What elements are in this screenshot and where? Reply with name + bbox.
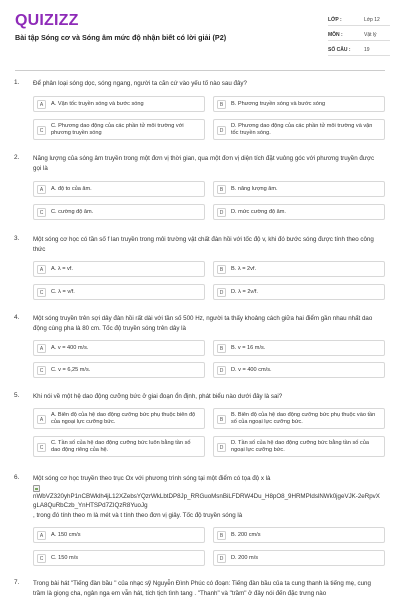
meta-value: Lớp 12	[364, 17, 380, 23]
question-text: Một sóng cơ học có tần số f lan truyền trong môi trường vật chất đàn hồi với tốc độ v, khi đó bước sóng được tính theo công thức	[33, 236, 374, 253]
option-letter: C	[37, 366, 46, 375]
option-c[interactable]	[33, 362, 205, 378]
option-letter: D	[217, 366, 226, 375]
option-text: A. Vận tốc truyền sóng và bước sóng	[51, 101, 144, 107]
option-b[interactable]	[213, 408, 385, 429]
question-number: 6.	[14, 474, 20, 481]
option-text: A. Biên độ của hệ dao động cưỡng bức phụ thuộc biên độ của ngoại lực cưỡng bức.	[51, 412, 196, 425]
quizizz-logo: QUIZIZZ	[15, 12, 79, 29]
option-text: C. Phương dao động của các phần tử môi trường với phương truyền sóng	[51, 123, 184, 136]
option-letter: C	[37, 208, 46, 217]
option-letter: B	[217, 415, 226, 424]
question-text: Trong bài hát "Tiếng đàn bầu " của nhạc sỹ Nguyễn Đình Phúc có đoạn: Tiếng đàn bầu của ta cung thanh là tiếng mẹ, cung trầm là giọng cha, ngân nga em vẫn hát, tích tịch tình tang . "Thanh" và "trầm" ở đây nói đến đặc trưng nào	[33, 580, 371, 597]
option-text: A. λ = vf.	[51, 266, 73, 272]
option-text: C. λ = v/f.	[51, 289, 75, 295]
question-number: 5.	[14, 392, 20, 399]
option-letter: D	[217, 288, 226, 297]
option-a[interactable]	[33, 96, 205, 112]
meta-label: SỐ CÂU :	[328, 47, 351, 53]
option-letter: C	[37, 126, 46, 135]
option-letter: C	[37, 288, 46, 297]
meta-label: LỚP :	[328, 17, 342, 23]
meta-row-count	[328, 44, 390, 56]
option-letter: B	[217, 185, 226, 194]
option-letter: D	[217, 443, 226, 452]
option-text: B. λ = 2vf.	[231, 266, 257, 272]
option-b[interactable]	[213, 181, 385, 197]
option-letter: A	[37, 415, 46, 424]
option-text: D. Tần số của hệ dao động cưỡng bức bằng tần số của ngoại lực cưỡng bức.	[231, 440, 369, 453]
option-a[interactable]	[33, 408, 205, 429]
question-text-continued: , trong đó tính theo m là mét và t tính theo đơn vị giây. Tốc độ truyền sóng là	[33, 512, 243, 519]
question-number: 4.	[14, 314, 20, 321]
option-letter: D	[217, 554, 226, 563]
option-d[interactable]	[213, 550, 385, 566]
option-letter: A	[37, 344, 46, 353]
option-text: B. Phương truyền sóng và bước sóng	[231, 101, 326, 107]
option-a[interactable]	[33, 181, 205, 197]
option-d[interactable]	[213, 436, 385, 457]
option-letter: C	[37, 443, 46, 452]
question-text: Khi nói về một hệ dao động cưỡng bức ở giai đoạn ổn định, phát biểu nào dưới đây là sai?	[33, 393, 283, 400]
document-title: Bài tập Sóng cơ và Sóng âm mức độ nhận biết có lời giải (P2)	[15, 33, 227, 42]
meta-row-class	[328, 14, 390, 26]
meta-row-subject	[328, 29, 390, 41]
option-text: D. Phương dao động của các phần tử môi trường và vận tốc truyền sóng.	[231, 123, 373, 136]
option-text: B. năng lượng âm.	[231, 186, 278, 192]
option-d[interactable]	[213, 119, 385, 140]
option-d[interactable]	[213, 362, 385, 378]
option-letter: D	[217, 126, 226, 135]
option-text: D. λ = 2v/f.	[231, 289, 258, 295]
option-b[interactable]	[213, 261, 385, 277]
option-text: D. mức cường độ âm.	[231, 209, 286, 215]
header-divider	[15, 70, 385, 71]
option-letter: A	[37, 100, 46, 109]
option-text: A. độ to của âm.	[51, 186, 92, 192]
option-text: B. Biên độ của hệ dao động cưỡng bức phụ thuộc vào tần số của ngoại lực cưỡng bức.	[231, 412, 376, 425]
option-c[interactable]	[33, 204, 205, 220]
option-c[interactable]	[33, 284, 205, 300]
option-letter: B	[217, 531, 226, 540]
option-a[interactable]	[33, 527, 205, 543]
meta-label: MÔN :	[328, 32, 343, 38]
option-text: C. 150 m/s	[51, 555, 79, 561]
option-letter: A	[37, 265, 46, 274]
option-letter: D	[217, 208, 226, 217]
option-a[interactable]	[33, 261, 205, 277]
formula-image-placeholder: nWbVZ320yhP1nCBWklh4jL12XZebsYQzrWkLbtDP8Jp_RRGuoMsnBiLFDRW4Du_H8pO8_9HRMPIdslNWk0jgeVJK-2eRpvXgLA8QuRbCzb_YnHTSPd7ZIQzR8YuoJg	[33, 493, 380, 509]
option-d[interactable]	[213, 284, 385, 300]
question-text: Để phân loại sóng dọc, sóng ngang, người ta căn cứ vào yếu tố nào sau đây?	[33, 80, 247, 87]
option-text: D. v = 400 cm/s.	[231, 367, 272, 373]
option-text: A. 150 cm/s	[51, 532, 81, 538]
question-text: Năng lượng của sóng âm truyền trong một đơn vị thời gian, qua một đơn vị diện tích đặt vuông góc với phương truyền được gọi là	[33, 155, 375, 172]
question-number: 7.	[14, 579, 20, 586]
broken-image-icon	[33, 485, 40, 492]
option-letter: A	[37, 185, 46, 194]
question-number: 3.	[14, 235, 20, 242]
option-letter: B	[217, 100, 226, 109]
option-letter: B	[217, 265, 226, 274]
option-text: B. 200 cm/s	[231, 532, 261, 538]
option-b[interactable]	[213, 527, 385, 543]
option-c[interactable]	[33, 119, 205, 140]
question-number: 2.	[14, 154, 20, 161]
option-letter: A	[37, 531, 46, 540]
option-text: C. cường độ âm.	[51, 209, 94, 215]
option-text: D. 200 m/s	[231, 555, 259, 561]
meta-value: Vật lý	[364, 32, 377, 38]
option-b[interactable]	[213, 96, 385, 112]
meta-value: 19	[364, 47, 370, 53]
option-letter: B	[217, 344, 226, 353]
option-text: C. v = 6,25 m/s.	[51, 367, 91, 373]
option-text: C. Tần số của hệ dao động cưỡng bức luôn bằng tần số dao động riêng của hệ.	[51, 440, 191, 453]
document-header	[0, 0, 400, 70]
option-a[interactable]	[33, 340, 205, 356]
option-text: B. v = 16 m/s.	[231, 345, 266, 351]
option-c[interactable]	[33, 550, 205, 566]
option-c[interactable]	[33, 436, 205, 457]
option-text: A. v = 400 m/s.	[51, 345, 89, 351]
question-number: 1.	[14, 79, 20, 86]
question-text: Một sóng truyền trên sợi dây đàn hồi rất dài với tần số 500 Hz, người ta thấy khoảng cách giữa hai điểm gần nhau nhất dao động cùng pha là 80 cm. Tốc độ truyền sóng trên dây là	[33, 315, 373, 332]
option-d[interactable]	[213, 204, 385, 220]
question-text: Một sóng cơ học truyền theo trục Ox với phương trình sóng tại một điểm có tọa độ x là	[33, 475, 271, 482]
option-letter: C	[37, 554, 46, 563]
option-b[interactable]	[213, 340, 385, 356]
